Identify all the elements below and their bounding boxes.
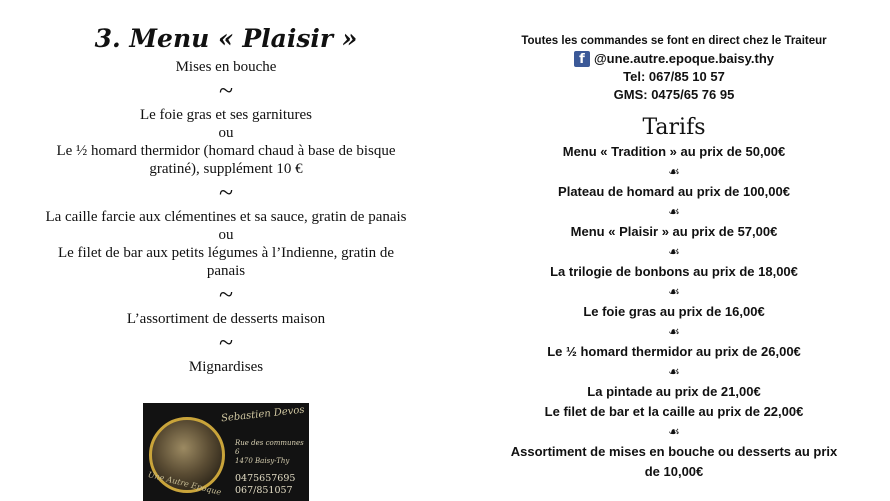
card-phone-2: 067/851057	[235, 485, 293, 496]
entree-homard-line-1: Le ½ homard thermidor (homard chaud à base de bisque	[56, 143, 396, 159]
separator-3: ~	[218, 280, 234, 309]
card-script-logo: Une Autre Epoque	[147, 470, 223, 497]
plat-bar-line-1: Le filet de bar aux petits légumes à l’Indienne, gratin de	[57, 245, 395, 261]
menu-column	[0, 22, 452, 376]
entree-foie-gras: Le foie gras et ses garnitures	[139, 107, 313, 123]
tarif-item: de 10,00€	[644, 464, 704, 479]
card-phones	[235, 473, 295, 497]
tarif-item: Menu « Tradition » au prix de 50,00€	[562, 144, 786, 159]
tarif-item: Le foie gras au prix de 16,00€	[583, 304, 765, 319]
mises-en-bouche: Mises en bouche	[175, 59, 277, 75]
ornament-icon: ☙	[668, 364, 680, 379]
separator-1: ~	[218, 76, 234, 105]
gsm: GMS: 0475/65 76 95	[613, 87, 735, 102]
plat-caille: La caille farcie aux clémentines et sa sauce, gratin de panais	[45, 209, 407, 225]
separator-4: ~	[218, 328, 234, 357]
or-1: ou	[218, 125, 234, 141]
ornament-icon: ☙	[668, 284, 680, 299]
ornament-icon: ☙	[668, 424, 680, 439]
separator-2: ~	[218, 178, 234, 207]
mignardises: Mignardises	[188, 359, 264, 375]
menu-title: 3. Menu « Plaisir »	[94, 24, 358, 53]
card-address-street: Rue des communes 6	[235, 439, 304, 456]
tarif-item: Le ½ homard thermidor au prix de 26,00€	[547, 344, 801, 359]
ornament-icon: ☙	[668, 204, 680, 219]
tarif-item: Plateau de homard au prix de 100,00€	[558, 184, 790, 199]
tarif-item: La pintade au prix de 21,00€	[587, 384, 761, 399]
tarif-item: La trilogie de bonbons au prix de 18,00€	[550, 264, 798, 279]
card-phone-1: 0475657695	[235, 473, 296, 484]
card-name: Sebastien Devos	[220, 404, 306, 425]
tarif-item: Assortiment de mises en bouche ou desserts au prix	[510, 444, 838, 459]
or-2: ou	[218, 227, 234, 243]
ornament-icon: ☙	[668, 164, 680, 179]
card-address	[235, 439, 305, 466]
ornament-icon: ☙	[668, 244, 680, 259]
desserts: L’assortiment de desserts maison	[126, 311, 326, 327]
plat-bar-line-2: panais	[206, 263, 246, 279]
telephone: Tel: 067/85 10 57	[623, 69, 725, 84]
orders-notice: Toutes les commandes se font en direct chez le Traiteur	[521, 35, 827, 47]
business-card	[143, 403, 309, 501]
contact-tarifs-column	[474, 33, 874, 482]
facebook-handle[interactable]: @une.autre.epoque.baisy.thy	[593, 51, 775, 66]
card-address-city: 1470 Baisy-Thy	[235, 457, 290, 465]
facebook-row	[474, 50, 874, 68]
ornament-icon: ☙	[668, 324, 680, 339]
tarifs-title: Tarifs	[642, 115, 706, 140]
tarif-item: Le filet de bar et la caille au prix de 22,00€	[544, 404, 804, 419]
entree-homard-line-2: gratiné), supplément 10 €	[149, 161, 303, 177]
facebook-icon: f	[574, 51, 590, 67]
tarif-item: Menu « Plaisir » au prix de 57,00€	[570, 224, 778, 239]
